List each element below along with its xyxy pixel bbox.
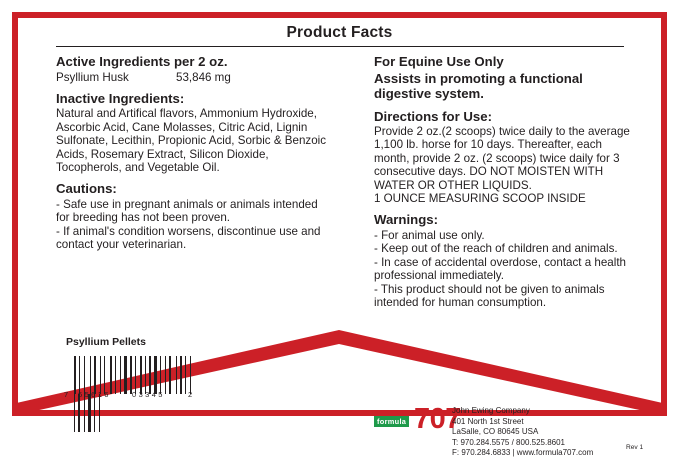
company-address-line-1: 401 North 1st Street bbox=[452, 416, 524, 426]
barcode-right-group: 03345 bbox=[132, 390, 165, 399]
company-address-line-2: LaSalle, CO 80645 USA bbox=[452, 427, 539, 437]
cautions-line-2: - If animal's condition worsens, discontinue use and contact your veterinarian. bbox=[56, 224, 321, 252]
company-fax-web: F: 970.284.6833 | www.formula707.com bbox=[452, 448, 594, 458]
active-ingredient-amount: 53,846 mg bbox=[176, 70, 231, 84]
label-border-top bbox=[12, 12, 667, 18]
right-column bbox=[374, 54, 636, 309]
warnings-line-1: - For animal use only. bbox=[374, 228, 485, 242]
barcode bbox=[64, 356, 196, 398]
logo-formula-mark: formula bbox=[374, 416, 409, 427]
warnings-line-2: - Keep out of the reach of children and animals. bbox=[374, 242, 618, 256]
company-info bbox=[452, 406, 593, 459]
barcode-check-digit: 2 bbox=[188, 390, 193, 399]
revision-label: Rev 1 bbox=[626, 444, 644, 451]
logo-707-mark: 707 bbox=[414, 403, 461, 435]
inactive-ingredients-heading: Inactive Ingredients: bbox=[56, 90, 185, 106]
warnings-heading: Warnings: bbox=[374, 212, 438, 228]
barcode-left-group: 65616 bbox=[78, 390, 111, 399]
barcode-lead-digit: 7 bbox=[64, 390, 69, 399]
assists-text: Assists in promoting a functional digestive system. bbox=[374, 70, 583, 101]
product-name: Psyllium Pellets bbox=[66, 336, 146, 348]
title-divider bbox=[56, 46, 624, 47]
scoop-note: 1 OUNCE MEASURING SCOOP INSIDE bbox=[374, 192, 586, 206]
directions-text: Provide 2 oz.(2 scoops) twice daily to the average 1,100 lb. horse for 10 days. Thereafter, each month, provide 2 oz. (2 scoops) twice daily for 3 consecutive days. DO NOT MOISTEN WITH WATER OR OTHER LIQUIDS. bbox=[374, 125, 630, 192]
cautions-line-1: - Safe use in pregnant animals or animals intended for breeding has not been proven. bbox=[56, 197, 318, 225]
company-name: John Ewing Company bbox=[452, 406, 530, 415]
equine-use-heading: For Equine Use Only bbox=[374, 54, 504, 69]
active-ingredient-row bbox=[56, 71, 331, 84]
inactive-ingredients-text: Natural and Artifical flavors, Ammonium Hydroxide, Ascorbic Acid, Cane Molasses, Citric Acid, Lignin Sulfonate, Lecithin, Propionic Acid, Sorbic & Benzoic Acids, Rosemary Extract, Silicon Dioxide, Tocopherols, and Vegetable Oil. bbox=[56, 107, 327, 175]
company-phone: T: 970.284.5575 / 800.525.8601 bbox=[452, 437, 565, 447]
warnings-line-3: - In case of accidental overdose, contact a health professional immediately. bbox=[374, 255, 626, 283]
warnings-line-4: - This product should not be given to animals intended for human consumption. bbox=[374, 282, 605, 309]
page-title: Product Facts bbox=[286, 24, 393, 41]
active-ingredient-name: Psyllium Husk bbox=[56, 70, 129, 84]
directions-heading: Directions for Use: bbox=[374, 108, 492, 124]
barcode-bars bbox=[74, 356, 196, 394]
active-ingredients-heading: Active Ingredients per 2 oz. bbox=[56, 54, 228, 69]
left-column bbox=[56, 54, 331, 252]
cautions-heading: Cautions: bbox=[56, 181, 117, 197]
